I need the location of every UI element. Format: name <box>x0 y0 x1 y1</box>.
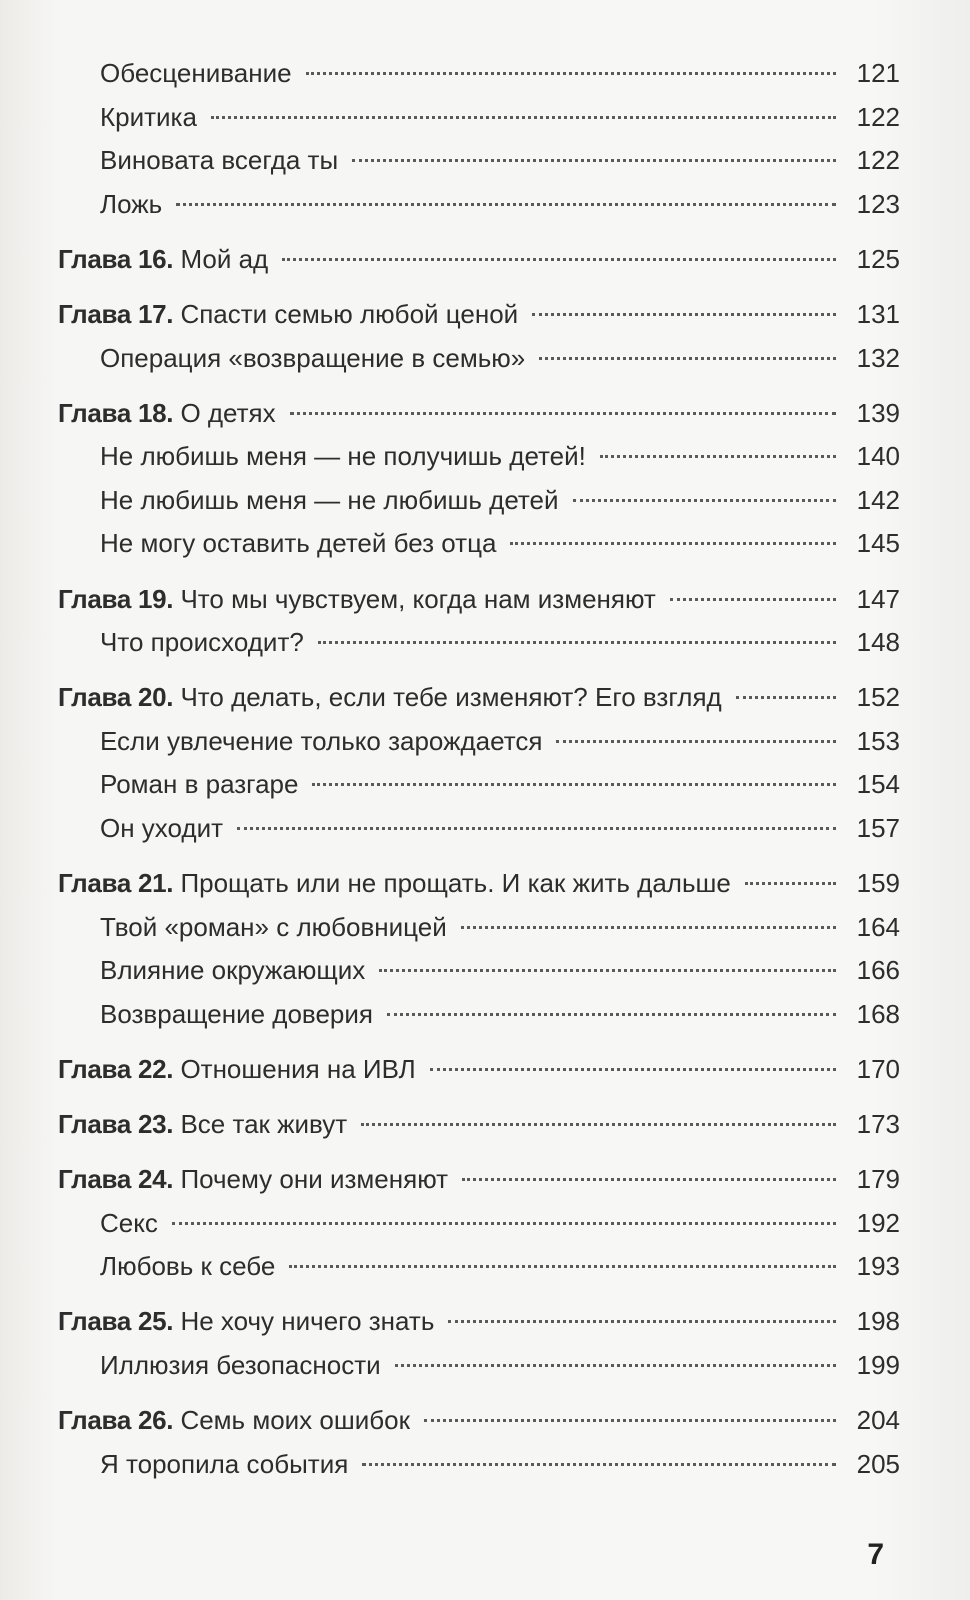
entry-text: Мой ад <box>180 243 269 274</box>
entry-text: Что делать, если тебе изменяют? Его взгляд <box>180 682 722 713</box>
entry-text: Что мы чувствуем, когда нам изменяют <box>180 583 656 614</box>
toc-chapter-entry <box>58 1399 900 1443</box>
entry-text: Семь моих ошибок <box>180 1405 410 1436</box>
toc-entry-title <box>58 392 276 436</box>
toc-page-number: 159 <box>856 868 900 899</box>
dot-leader <box>556 740 836 743</box>
toc-section-entry <box>58 949 900 993</box>
toc-page-number: 132 <box>856 342 900 373</box>
entry-text: Критика <box>100 101 197 132</box>
toc-chapter-entry <box>58 293 900 337</box>
toc-entry-title <box>100 139 338 183</box>
toc-entry-title <box>58 862 731 906</box>
dot-leader <box>510 542 836 545</box>
chapter-label: Глава 16. <box>58 243 174 274</box>
toc-page-number: 170 <box>856 1053 900 1084</box>
toc-entry-title <box>100 522 496 566</box>
toc-entry-title <box>100 1245 275 1289</box>
dot-leader <box>462 1178 836 1181</box>
toc-chapter-entry <box>58 1300 900 1344</box>
toc-page-number: 204 <box>856 1405 900 1436</box>
toc-page-number: 153 <box>856 725 900 756</box>
entry-text: Почему они изменяют <box>180 1164 449 1195</box>
toc-entry-title <box>58 1158 448 1202</box>
toc-entry-title <box>100 435 586 479</box>
toc-entry-title <box>58 1103 347 1147</box>
dot-leader <box>172 1222 836 1225</box>
chapter-label: Глава 19. <box>58 583 174 614</box>
dot-leader <box>736 696 836 699</box>
dot-leader <box>670 598 836 601</box>
toc-page-number: 193 <box>856 1251 900 1282</box>
dot-leader <box>395 1364 836 1367</box>
toc-entry-title <box>100 993 373 1037</box>
toc-page-number: 121 <box>856 58 900 88</box>
entry-text: Что происходит? <box>100 627 304 658</box>
toc-chapter-entry <box>58 862 900 906</box>
toc-section-entry <box>58 906 900 950</box>
toc-entry-title <box>100 720 542 764</box>
toc-entry-title <box>100 52 292 96</box>
dot-leader <box>461 926 836 929</box>
toc-chapter-entry <box>58 578 900 622</box>
chapter-label: Глава 24. <box>58 1164 174 1195</box>
chapter-label: Глава 25. <box>58 1306 174 1337</box>
entry-text: Я торопила события <box>100 1448 349 1479</box>
toc-entry-title <box>58 1399 410 1443</box>
toc-section-entry <box>58 993 900 1037</box>
toc-page-number: 147 <box>856 583 900 614</box>
toc-entry-title <box>58 1048 416 1092</box>
dot-leader <box>573 499 836 502</box>
dot-leader <box>312 783 836 786</box>
toc-section-entry <box>58 763 900 807</box>
toc-page-number: 125 <box>856 243 900 274</box>
toc-section-entry <box>58 139 900 183</box>
entry-text: Не любишь меня — не получишь детей! <box>100 441 586 472</box>
toc-section-entry <box>58 720 900 764</box>
toc-entry-title <box>100 96 197 140</box>
toc-section-entry <box>58 183 900 227</box>
dot-leader <box>306 72 836 75</box>
toc-page-number: 173 <box>856 1109 900 1140</box>
toc-entry-title <box>100 1344 381 1388</box>
entry-text: Операция «возвращение в семью» <box>100 342 526 373</box>
toc-page-number: 154 <box>856 769 900 800</box>
toc-section-entry <box>58 337 900 381</box>
toc-entry-title <box>100 337 525 381</box>
dot-leader <box>539 357 836 360</box>
dot-leader <box>379 969 836 972</box>
entry-text: Если увлечение только зарождается <box>100 725 543 756</box>
toc-entry-title <box>58 238 268 282</box>
dot-leader <box>361 1123 836 1126</box>
toc-page-number: 199 <box>856 1350 900 1381</box>
entry-text: Виновата всегда ты <box>100 145 339 176</box>
entry-text: Он уходит <box>100 813 224 843</box>
toc-section-entry <box>58 1202 900 1246</box>
chapter-label: Глава 17. <box>58 298 174 329</box>
toc-page-number: 123 <box>856 188 900 219</box>
toc-section-entry <box>58 621 900 665</box>
toc-page-number: 205 <box>856 1448 900 1479</box>
dot-leader <box>362 1463 836 1466</box>
toc-page-number: 164 <box>856 911 900 942</box>
toc-chapter-entry <box>58 1103 900 1147</box>
dot-leader <box>532 313 836 316</box>
toc-chapter-entry <box>58 392 900 436</box>
entry-text: Не любишь меня — не любишь детей <box>100 484 559 515</box>
toc-entry-title <box>100 621 304 665</box>
toc-page-number: 122 <box>856 145 900 176</box>
toc-page-number: 131 <box>856 298 900 329</box>
dot-leader <box>424 1419 836 1422</box>
dot-leader <box>600 455 836 458</box>
dot-leader <box>176 203 836 206</box>
chapter-label: Глава 26. <box>58 1405 174 1436</box>
dot-leader <box>318 641 836 644</box>
dot-leader <box>448 1320 836 1323</box>
toc-entry-title <box>58 293 518 337</box>
dot-leader <box>282 258 836 261</box>
toc-entry-title <box>100 807 223 851</box>
toc-section-entry <box>58 1245 900 1289</box>
entry-text: Ложь <box>100 188 163 219</box>
toc-section-entry <box>58 96 900 140</box>
toc-entry-title <box>58 676 722 720</box>
toc-section-entry <box>58 479 900 523</box>
toc-page-number: 122 <box>856 101 900 132</box>
toc-section-entry <box>58 435 900 479</box>
entry-text: Все так живут <box>180 1109 348 1140</box>
dot-leader <box>289 1265 836 1268</box>
toc-chapter-entry <box>58 1158 900 1202</box>
toc-page-number: 166 <box>856 955 900 986</box>
page-number: 7 <box>867 1538 884 1571</box>
toc-page-number: 148 <box>856 627 900 658</box>
entry-text: О детях <box>180 397 276 428</box>
chapter-label: Глава 18. <box>58 397 174 428</box>
dot-leader <box>290 412 836 415</box>
toc-chapter-entry <box>58 238 900 282</box>
chapter-label: Глава 20. <box>58 682 174 713</box>
toc-entry-title <box>58 578 656 622</box>
dot-leader <box>352 159 836 162</box>
toc-page-number: 140 <box>856 441 900 472</box>
toc-entry-title <box>100 949 365 993</box>
chapter-label: Глава 21. <box>58 868 174 899</box>
toc-section-entry <box>58 52 900 96</box>
toc-page-number: 152 <box>856 682 900 713</box>
toc-section-entry <box>58 1443 900 1487</box>
toc-entry-title <box>100 1202 158 1246</box>
dot-leader <box>745 882 836 885</box>
entry-text: Прощать или не прощать. И как жить дальше <box>180 868 731 899</box>
toc-page-number: 139 <box>856 397 900 428</box>
toc-entry-title <box>100 1443 348 1487</box>
entry-text: Влияние окружающих <box>100 955 366 986</box>
toc-page-number: 198 <box>856 1306 900 1337</box>
toc-page-number: 168 <box>856 998 900 1029</box>
entry-text: Отношения на ИВЛ <box>180 1053 416 1084</box>
entry-text: Возвращение доверия <box>100 998 373 1029</box>
chapter-label: Глава 23. <box>58 1109 174 1140</box>
toc-entry-title <box>100 479 559 523</box>
entry-text: Секс <box>100 1207 158 1238</box>
toc-page-number: 192 <box>856 1207 900 1238</box>
toc-page-number: 145 <box>856 528 900 559</box>
entry-text: Не хочу ничего знать <box>180 1306 435 1337</box>
toc-entry-title <box>100 906 447 950</box>
table-of-contents <box>58 52 900 1486</box>
toc-entry-title <box>100 763 298 807</box>
toc-section-entry <box>58 807 900 851</box>
entry-text: Обесценивание <box>100 58 292 88</box>
dot-leader <box>211 116 836 119</box>
entry-text: Любовь к себе <box>100 1251 276 1282</box>
entry-text: Твой «роман» с любовницей <box>100 911 447 942</box>
toc-page-number: 157 <box>856 813 900 843</box>
entry-text: Роман в разгаре <box>100 769 299 800</box>
toc-entry-title <box>58 1300 434 1344</box>
toc-chapter-entry <box>58 1048 900 1092</box>
toc-page-number: 179 <box>856 1164 900 1195</box>
toc-section-entry <box>58 1344 900 1388</box>
entry-text: Не могу оставить детей без отца <box>100 528 497 559</box>
dot-leader <box>387 1013 836 1016</box>
toc-entry-title <box>100 183 162 227</box>
toc-section-entry <box>58 522 900 566</box>
dot-leader <box>237 827 836 830</box>
dot-leader <box>430 1068 836 1071</box>
chapter-label: Глава 22. <box>58 1053 174 1084</box>
entry-text: Спасти семью любой ценой <box>180 298 519 329</box>
entry-text: Иллюзия безопасности <box>100 1350 381 1381</box>
toc-page-number: 142 <box>856 484 900 515</box>
toc-chapter-entry <box>58 676 900 720</box>
